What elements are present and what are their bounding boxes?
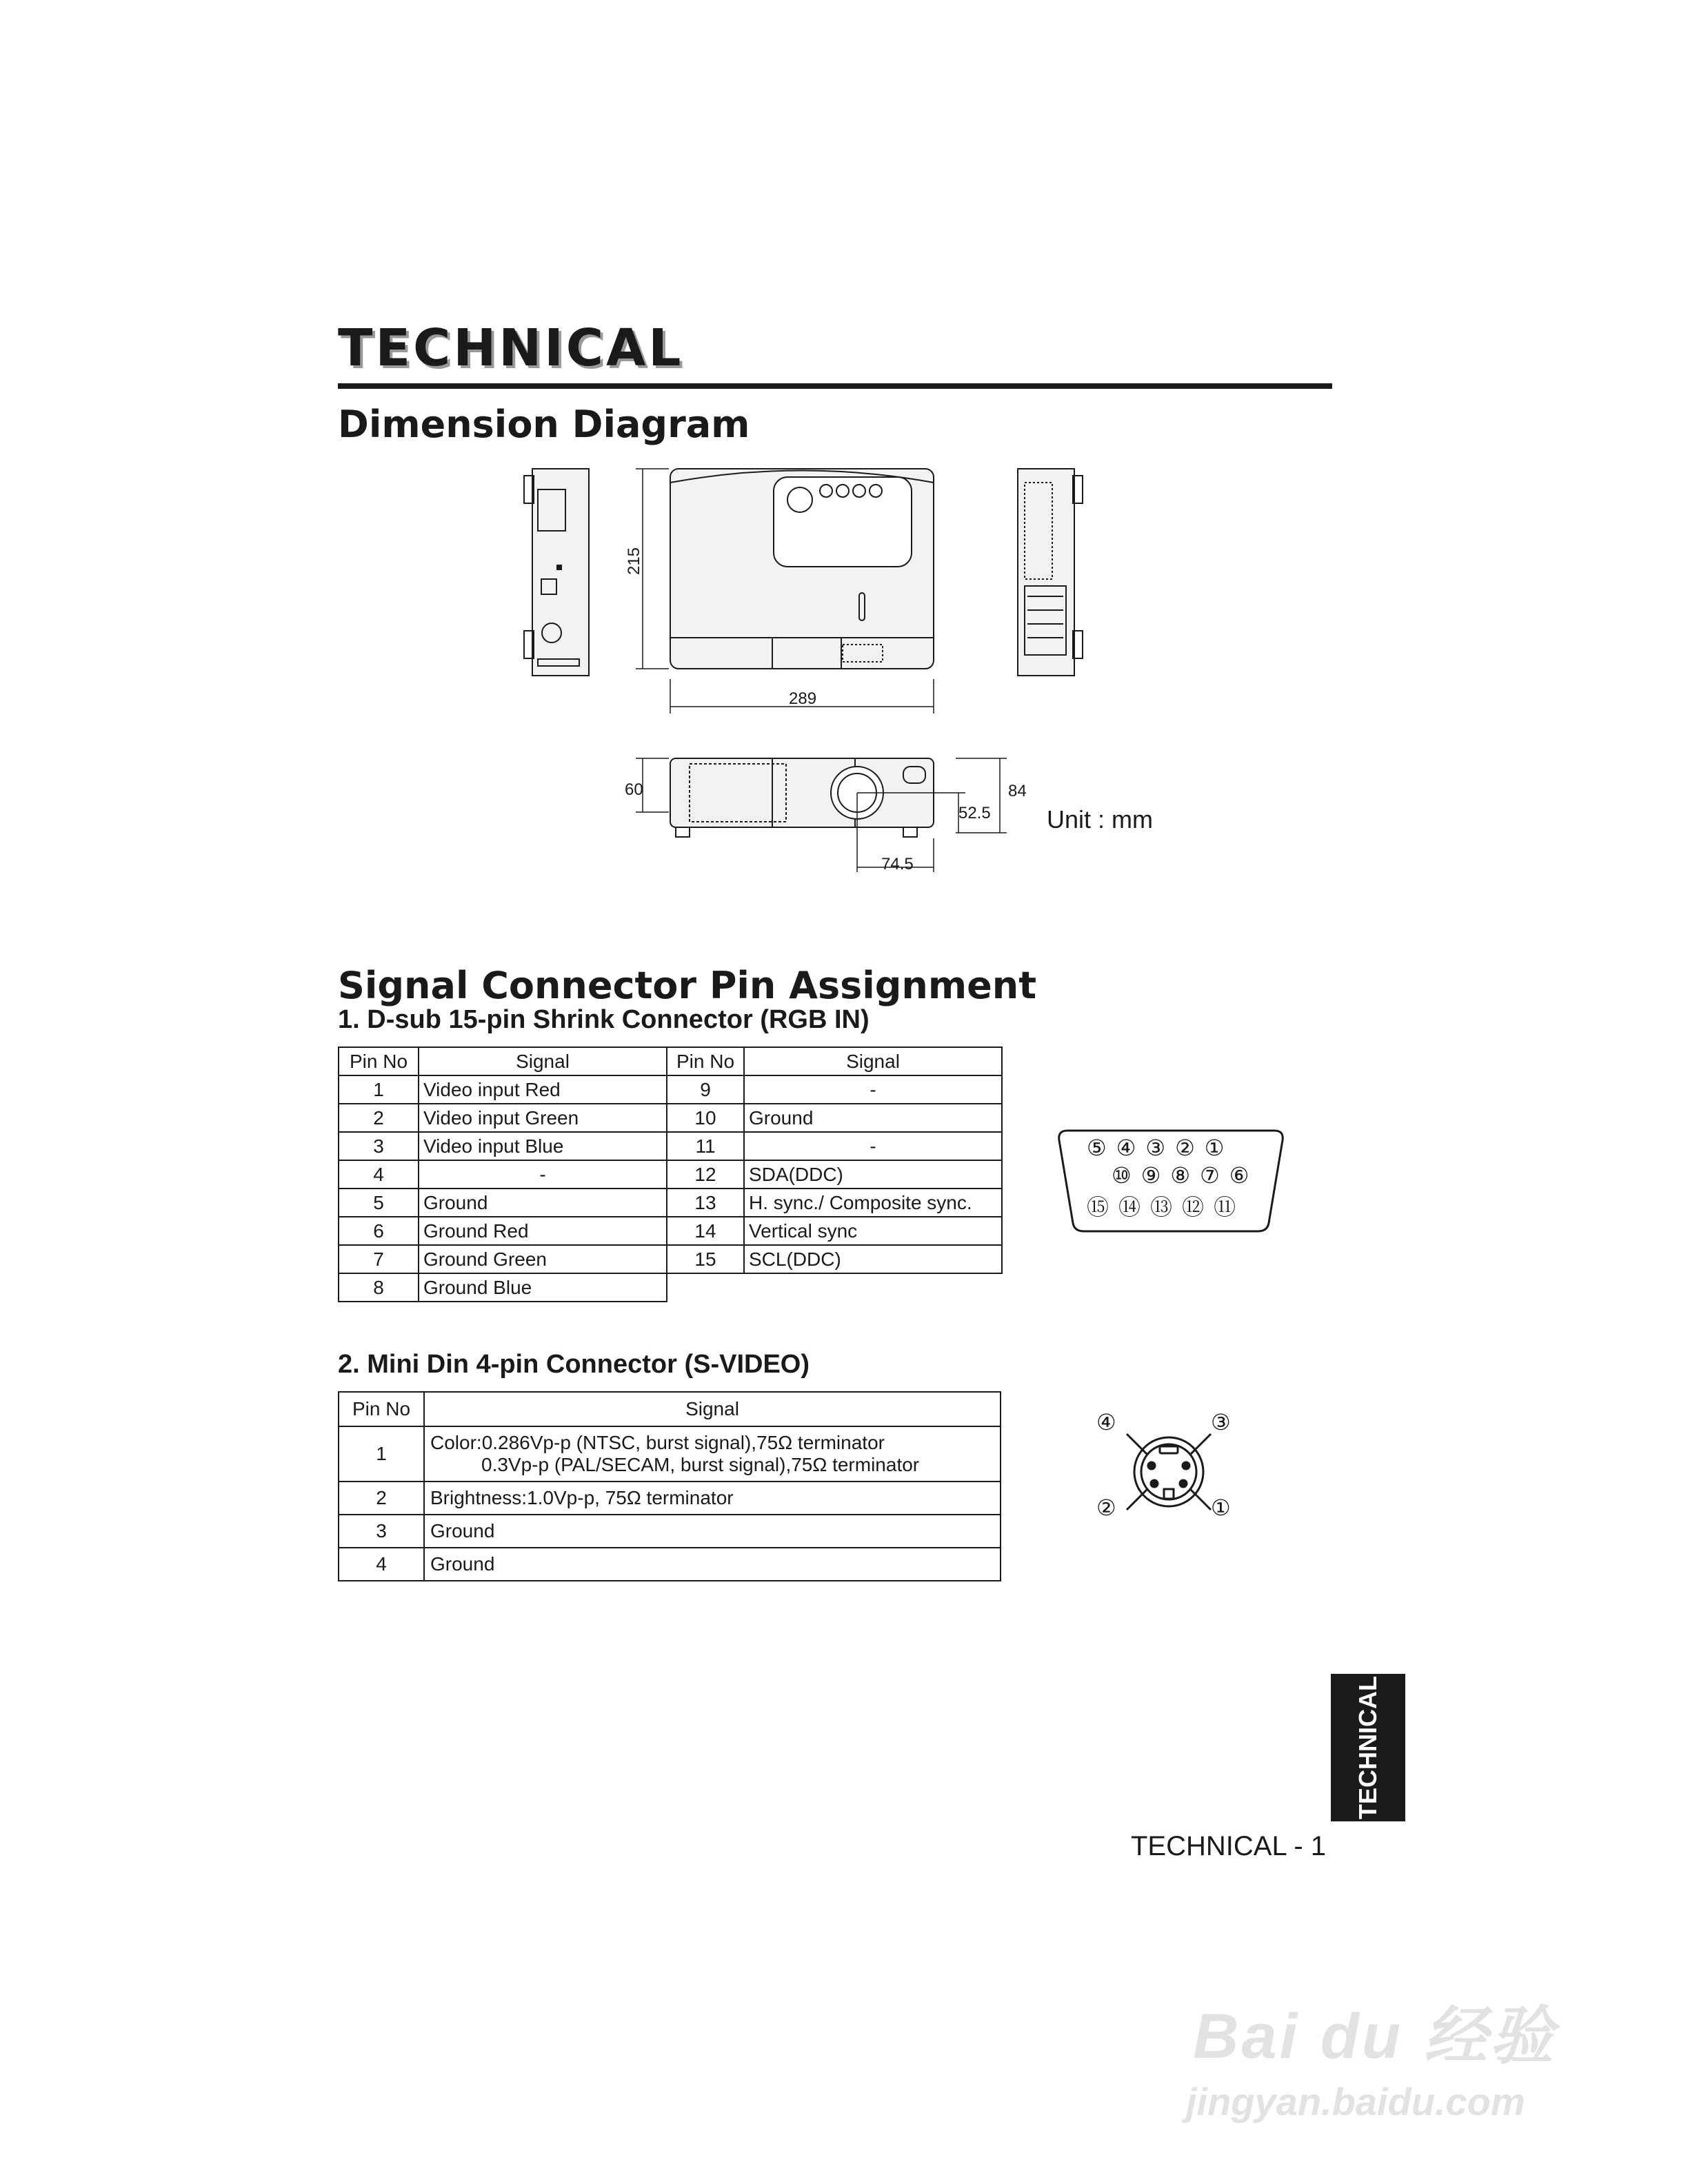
dsub-pin-row-3: ⑮⑭⑬⑫⑪ (1087, 1195, 1246, 1220)
side-view-right (1018, 469, 1083, 676)
minidin-pin-4: ④ (1096, 1410, 1116, 1435)
minidin-header-signal: Signal (424, 1392, 1001, 1426)
pin-no: 5 (339, 1189, 419, 1217)
dsub-heading: 1. D-sub 15-pin Shrink Connector (RGB IN) (338, 1005, 870, 1034)
pin-no: 15 (667, 1245, 744, 1273)
watermark-brand: Bai du 经验 (1193, 2001, 1556, 2072)
pin-signal: Vertical sync (744, 1217, 1002, 1245)
table-row (339, 1482, 1001, 1515)
table-row (339, 1515, 1001, 1548)
top-view (670, 469, 934, 669)
dsub-table-right (666, 1046, 1003, 1274)
pin-signal: - (744, 1075, 1002, 1104)
pin-no: 6 (339, 1217, 419, 1245)
side-tab-label: TECHNICAL (1354, 1676, 1382, 1819)
table-row (667, 1245, 1002, 1273)
pin-signal: Video input Green (419, 1104, 667, 1132)
pin-no: 13 (667, 1189, 744, 1217)
pin-signal: Ground (419, 1189, 667, 1217)
pin-no: 7 (339, 1245, 419, 1273)
dimension-heading: Dimension Diagram (338, 403, 750, 446)
table-row (667, 1075, 1002, 1104)
pin-signal: Ground Green (419, 1245, 667, 1273)
pin-no: 3 (339, 1515, 424, 1548)
title-rule (338, 383, 1332, 389)
pin-signal: Ground (744, 1104, 1002, 1132)
pin-no: 14 (667, 1217, 744, 1245)
pin-no: 8 (339, 1273, 419, 1302)
pin-no: 2 (339, 1482, 424, 1515)
pin-no: 1 (339, 1426, 424, 1482)
pin-signal: Ground (424, 1515, 1001, 1548)
table-row (339, 1426, 1001, 1482)
table-row (667, 1217, 1002, 1245)
pin-signal: SCL(DDC) (744, 1245, 1002, 1273)
side-view-left (524, 469, 589, 676)
pin-no: 4 (339, 1548, 424, 1581)
pin-no: 1 (339, 1075, 419, 1104)
unit-label: Unit : mm (1047, 805, 1154, 833)
pin-signal: Ground (424, 1548, 1001, 1581)
table-row (339, 1273, 667, 1302)
table-row (339, 1548, 1001, 1581)
pin-signal: H. sync./ Composite sync. (744, 1189, 1002, 1217)
table-row (339, 1245, 667, 1273)
minidin-heading: 2. Mini Din 4-pin Connector (S-VIDEO) (338, 1350, 810, 1379)
dsub-header-signal: Signal (744, 1047, 1002, 1075)
dsub-header-pin: Pin No (339, 1047, 419, 1075)
minidin-pin-1: ① (1211, 1495, 1231, 1520)
pin-signal: SDA(DDC) (744, 1160, 1002, 1189)
minidin-header-pin: Pin No (339, 1392, 424, 1426)
dsub-pin-row-2: ⑩⑨⑧⑦⑥ (1112, 1163, 1259, 1188)
front-view (670, 758, 934, 837)
dsub-header-signal: Signal (419, 1047, 667, 1075)
dim-label-289: 289 (789, 689, 817, 708)
pin-no: 12 (667, 1160, 744, 1189)
table-row (339, 1217, 667, 1245)
pin-no: 4 (339, 1160, 419, 1189)
minidin-pin-3: ③ (1211, 1410, 1231, 1435)
table-row (339, 1104, 667, 1132)
table-row (339, 1189, 667, 1217)
page-title: TECHNICAL (338, 318, 684, 378)
dsub-table-left (338, 1046, 667, 1302)
dim-label-52-5: 52.5 (958, 804, 991, 822)
pin-no: 9 (667, 1075, 744, 1104)
minidin-pin-2: ② (1096, 1495, 1116, 1520)
dim-label-84: 84 (1008, 782, 1027, 800)
pin-no: 10 (667, 1104, 744, 1132)
pin-signal: Ground Red (419, 1217, 667, 1245)
dsub-pin-row-1: ⑤④③②① (1087, 1135, 1234, 1160)
dim-label-60: 60 (625, 780, 643, 799)
pin-signal: - (744, 1132, 1002, 1160)
side-tab (1331, 1674, 1405, 1821)
dsub-header-pin: Pin No (667, 1047, 744, 1075)
table-row (667, 1132, 1002, 1160)
dim-label-74-5: 74.5 (881, 855, 914, 873)
table-row (339, 1160, 667, 1189)
table-row (667, 1189, 1002, 1217)
pin-signal: Video input Red (419, 1075, 667, 1104)
pin-no: 11 (667, 1132, 744, 1160)
pin-signal: Ground Blue (419, 1273, 667, 1302)
pin-signal: - (419, 1160, 667, 1189)
dim-label-215: 215 (625, 547, 644, 576)
pin-signal: Brightness:1.0Vp-p, 75Ω terminator (424, 1482, 1001, 1515)
table-row (667, 1104, 1002, 1132)
table-row (667, 1160, 1002, 1189)
page-footer: TECHNICAL - 1 (1131, 1831, 1327, 1861)
table-row (339, 1132, 667, 1160)
pin-no: 2 (339, 1104, 419, 1132)
minidin-table (338, 1391, 1001, 1581)
signal-heading: Signal Connector Pin Assignment (338, 964, 1037, 1007)
watermark-url: jingyan.baidu.com (1186, 2080, 1525, 2123)
table-row (339, 1075, 667, 1104)
pin-no: 3 (339, 1132, 419, 1160)
pin-signal: Video input Blue (419, 1132, 667, 1160)
pin-signal: Color:0.286Vp-p (NTSC, burst signal),75Ω terminator 0.3Vp-p (PAL/SECAM, burst signal),75Ω terminator (424, 1426, 1001, 1482)
